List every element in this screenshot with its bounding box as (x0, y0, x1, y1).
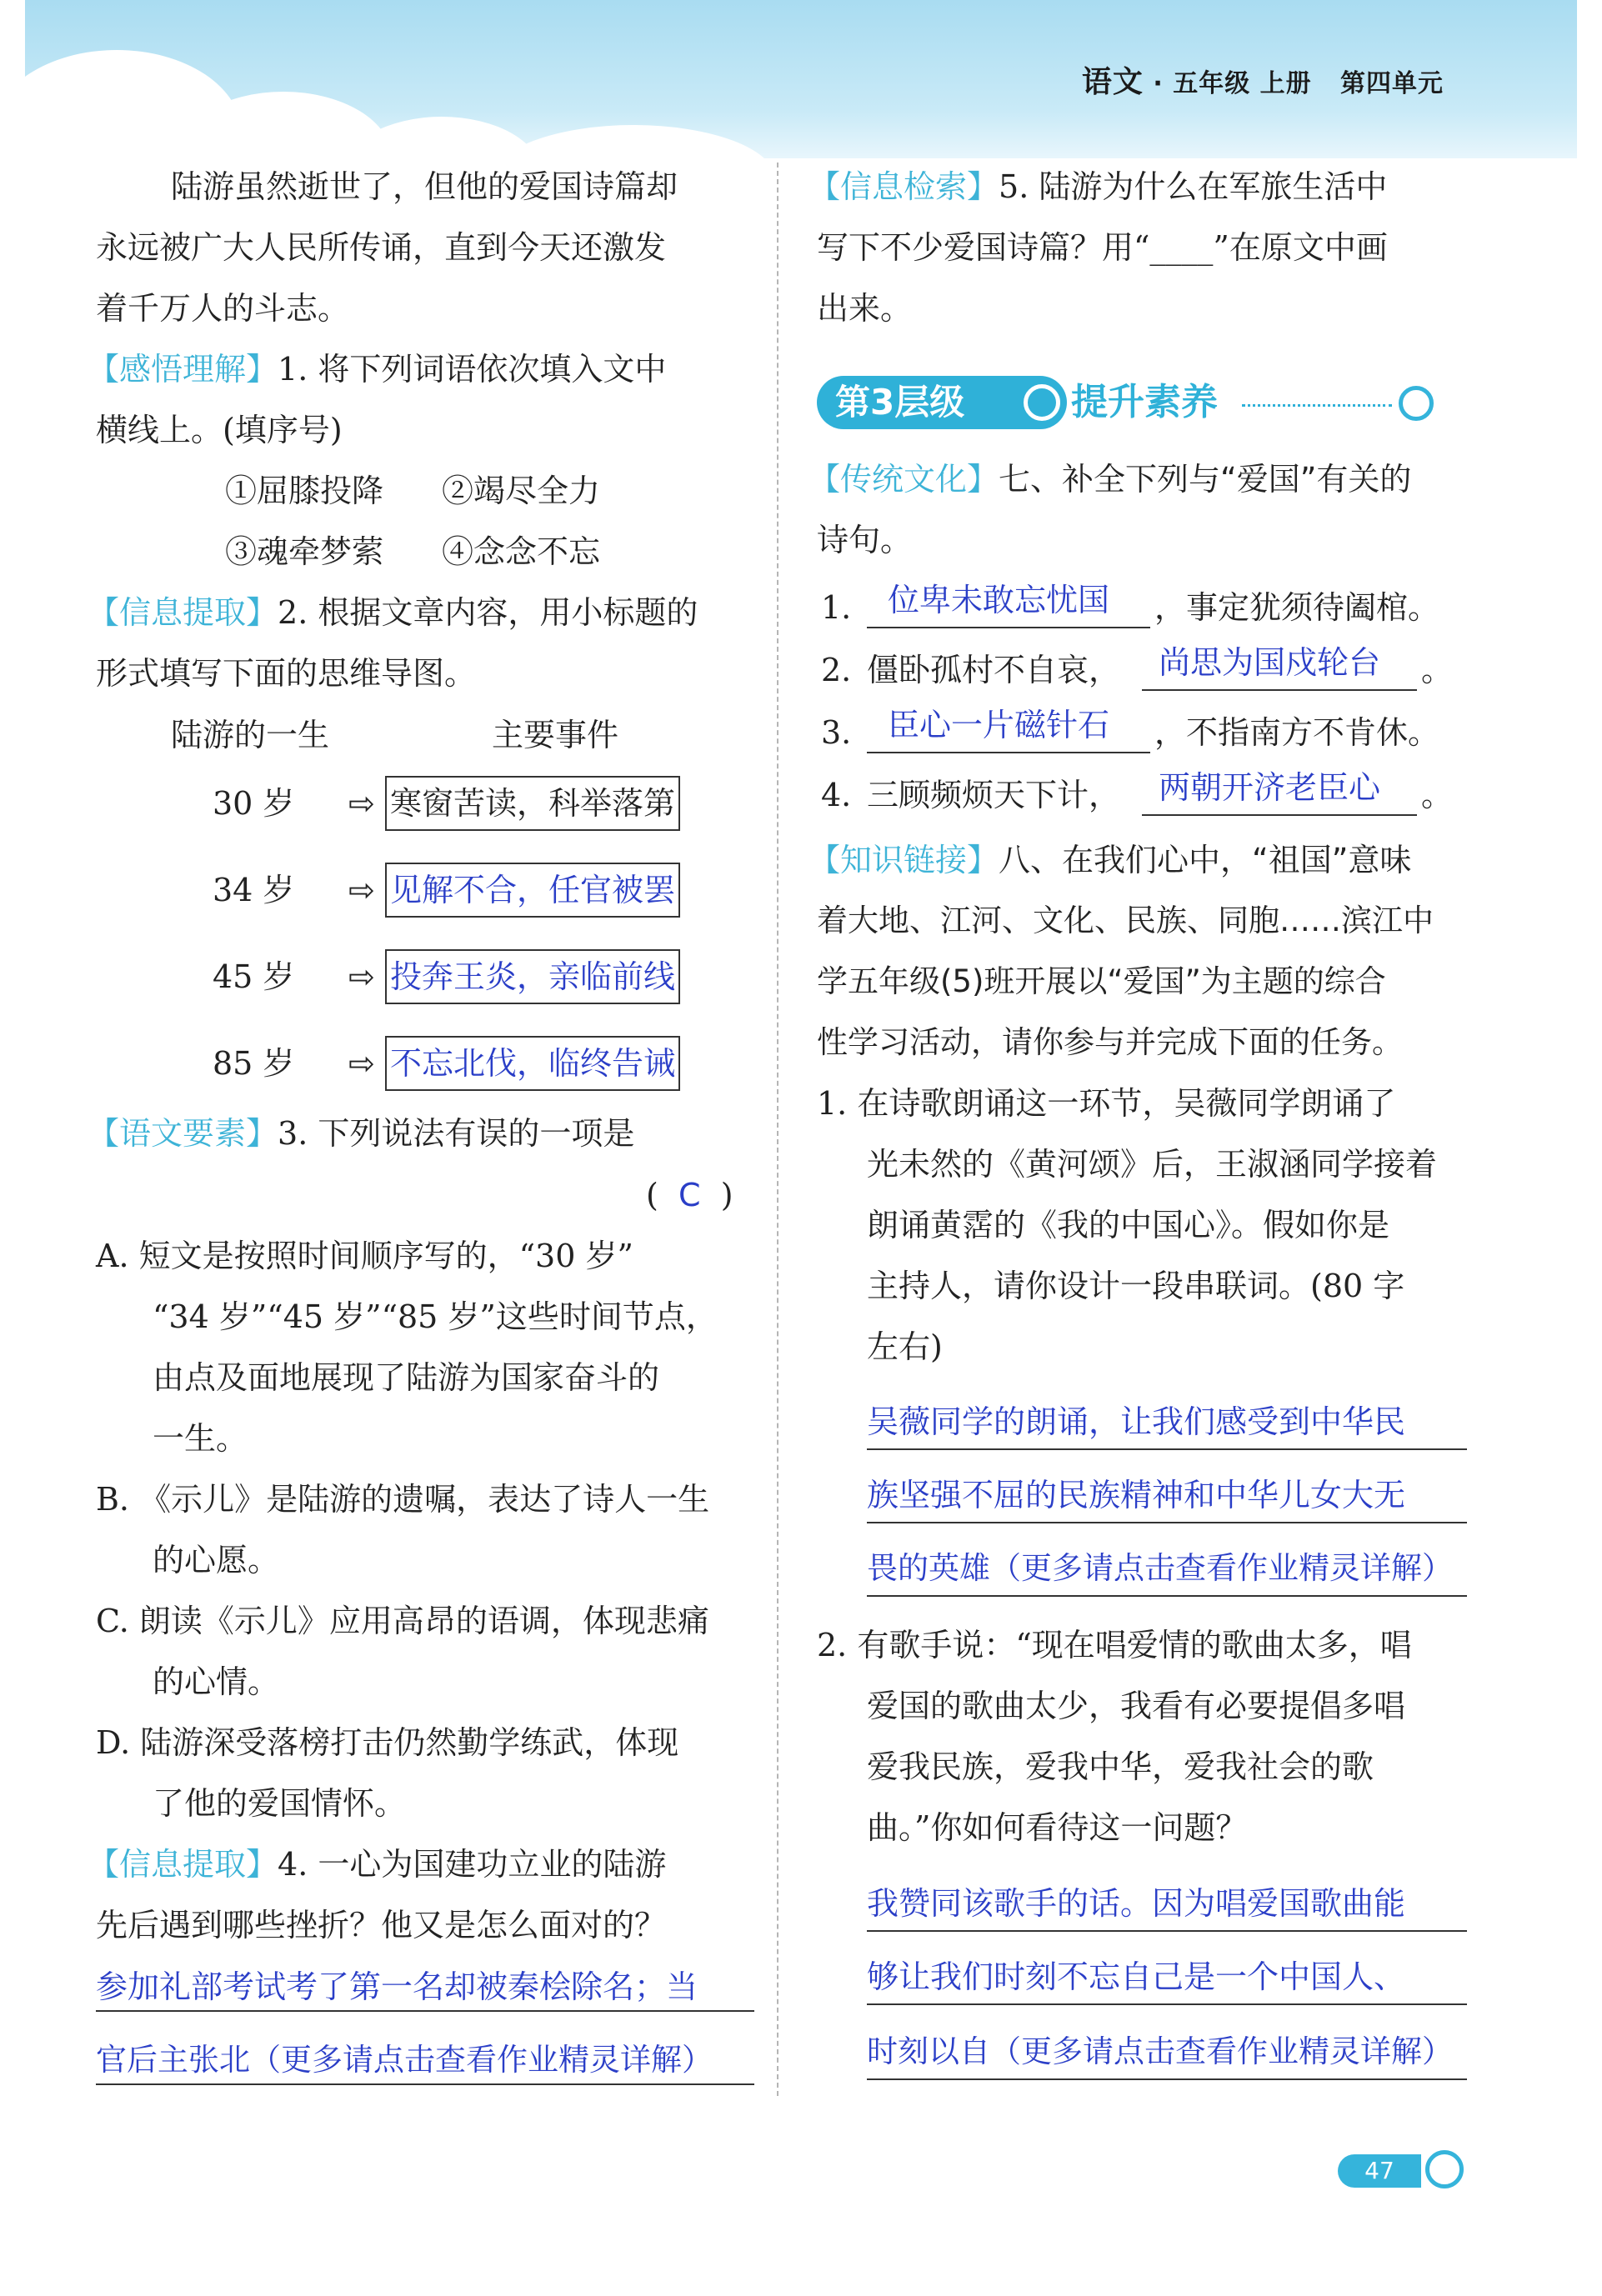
option-a: “34 岁”“45 岁”“85 岁”这些时间节点， (153, 1298, 718, 1335)
passage-line: 永远被广大人民所传诵，直到今天还激发 (96, 229, 667, 266)
page-number: 47 (1338, 2154, 1421, 2188)
poem-text: 。 (1421, 652, 1454, 688)
poem-num: 3. (821, 714, 852, 751)
poem-answer: 位卑未敢忘忧国 (888, 582, 1110, 618)
cloud-decoration (492, 125, 775, 158)
arrow-icon: ⇨ (348, 785, 375, 822)
q8-text: 着大地、江河、文化、民族、同胞……滨江中 (817, 903, 1434, 938)
mindmap-event: 寒窗苦读，科举落第 (385, 776, 680, 831)
option-d: D. 陆游深受落榜打击仍然勤学练武，体现 (96, 1724, 679, 1761)
passage-line: 着千万人的斗志。 (96, 290, 350, 327)
swirl-icon (1399, 386, 1434, 421)
task2-text: 曲。”你如何看待这一问题？ (867, 1809, 1248, 1846)
q1-heading: 【感悟理解】1. 将下列词语依次填入文中 (88, 351, 667, 388)
answer-line (867, 1448, 1467, 1450)
answer-line (96, 2083, 754, 2085)
q8-text: 性学习活动，请你参与并完成下面的任务。 (817, 1024, 1403, 1060)
q2-text: 形式填写下面的思维导图。 (96, 655, 477, 692)
poem-text: 。 (1421, 777, 1454, 813)
mindmap-event-answer: 不忘北伐，临终告诫 (385, 1036, 680, 1091)
arrow-icon: ⇨ (348, 1045, 375, 1082)
mindmap-age: 34 岁 (213, 872, 295, 908)
answer-line (867, 2003, 1467, 2005)
mindmap-event-answer: 见解不合，任官被罢 (385, 863, 680, 918)
mindmap-age: 85 岁 (213, 1045, 295, 1082)
q7-text: 诗句。 (817, 522, 913, 558)
task1-text: 主持人，请你设计一段串联词。(80 字 (867, 1268, 1405, 1304)
mindmap-col-header: 主要事件 (492, 717, 619, 753)
answer-line (867, 1522, 1467, 1523)
poem-answer: 臣心一片磁针石 (888, 707, 1110, 743)
level-banner (817, 371, 1450, 436)
mindmap-event-answer: 投奔王炎，亲临前线 (385, 949, 680, 1004)
answer-line (867, 1595, 1467, 1597)
answer-line (96, 2010, 754, 2012)
task1-text: 左右) (867, 1328, 943, 1365)
column-divider (777, 163, 778, 2096)
answer-line (867, 627, 1150, 628)
q5-text: 写下不少爱国诗篇？用“____”在原文中画 (817, 229, 1388, 266)
mindmap-col-header: 陆游的一生 (171, 717, 330, 753)
poem-answer: 尚思为国戍轮台 (1159, 644, 1381, 681)
q8-heading: 【知识链接】八、在我们心中，“祖国”意味 (809, 842, 1412, 878)
q4-text: 先后遇到哪些挫折？他又是怎么面对的？ (96, 1907, 667, 1943)
level-label: 第3层级 (835, 382, 965, 423)
poem-answer: 两朝开济老臣心 (1159, 769, 1381, 806)
swirl-icon (1425, 2150, 1464, 2188)
volume: 上册 (1259, 69, 1312, 98)
q1-option: ②竭尽全力 (442, 473, 601, 509)
q7-heading: 【传统文化】七、补全下列与“爱国”有关的 (809, 461, 1412, 498)
poem-text: ，不指南方不肯休。 (1154, 714, 1440, 751)
subject: 语文 (1081, 65, 1144, 99)
answer-line (1142, 814, 1417, 816)
q1-option: ④念念不忘 (442, 533, 601, 570)
poem-text: 僵卧孤村不自哀， (867, 652, 1121, 688)
header-title: 语文 · 五年级 上册 第四单元 (1081, 65, 1444, 99)
answer-line (867, 752, 1150, 753)
option-b: B. 《示儿》是陆游的遗嘱，表达了诗人一生 (96, 1481, 710, 1518)
mindmap-age: 30 岁 (213, 785, 295, 822)
q3-answer-paren: ( C ) (646, 1177, 733, 1213)
banner-dots (1242, 404, 1392, 407)
q5-text: 出来。 (817, 290, 913, 327)
task2-answer: 我赞同该歌手的话。因为唱爱国歌曲能 (867, 1885, 1406, 1922)
mindmap-age: 45 岁 (213, 958, 295, 995)
task2-text: 爱国的歌曲太少，我看有必要提倡多唱 (867, 1688, 1406, 1724)
task1-answer: 族坚强不屈的民族精神和中华儿女大无 (867, 1477, 1406, 1513)
bulb-icon (1024, 384, 1060, 421)
passage-line: 陆游虽然逝世了，但他的爱国诗篇却 (171, 168, 678, 205)
option-d: 了他的爱国情怀。 (153, 1785, 407, 1822)
poem-text: 三顾频烦天下计， (867, 777, 1121, 813)
unit: 第四单元 (1340, 69, 1444, 98)
q2-heading: 【信息提取】2. 根据文章内容，用小标题的 (88, 594, 698, 631)
grade: 五年级 (1173, 69, 1251, 98)
q5-heading: 【信息检索】5. 陆游为什么在军旅生活中 (809, 168, 1388, 205)
task1-text: 1. 在诗歌朗诵这一环节，吴薇同学朗诵了 (817, 1085, 1396, 1122)
page-header (25, 0, 1577, 158)
task1-text: 朗诵黄霑的《我的中国心》。假如你是 (867, 1207, 1390, 1243)
answer-line (1142, 689, 1417, 691)
option-c: C. 朗读《示儿》应用高昂的语调，体现悲痛 (96, 1603, 709, 1639)
q3-answer: C (678, 1177, 701, 1213)
poem-text: ，事定犹须待阖棺。 (1154, 589, 1440, 626)
option-c: 的心情。 (153, 1663, 280, 1700)
poem-num: 4. (821, 777, 852, 813)
level-title: 提升素养 (1071, 381, 1218, 423)
q4-answer: 官后主张北（更多请点击查看作业精灵详解） (96, 2042, 713, 2078)
task1-answer: 畏的英雄（更多请点击查看作业精灵详解） (867, 1550, 1453, 1586)
option-a: 一生。 (153, 1420, 248, 1457)
poem-num: 1. (821, 589, 852, 626)
task2-answer: 时刻以自（更多请点击查看作业精灵详解） (867, 2033, 1453, 2069)
q1-option: ③魂牵梦萦 (225, 533, 384, 570)
answer-line (867, 2078, 1467, 2080)
task2-text: 爱我民族，爱我中华，爱我社会的歌 (867, 1748, 1374, 1785)
poem-num: 2. (821, 652, 852, 688)
q4-answer: 参加礼部考试考了第一名却被秦桧除名；当 (96, 1968, 698, 2005)
arrow-icon: ⇨ (348, 872, 375, 908)
q1-option: ①屈膝投降 (225, 473, 384, 509)
q8-text: 学五年级(5)班开展以“爱国”为主题的综合 (817, 963, 1386, 999)
task1-text: 光未然的《黄河颂》后，王淑涵同学接着 (867, 1146, 1438, 1183)
option-a: A. 短文是按照时间顺序写的，“30 岁” (96, 1238, 633, 1274)
option-a: 由点及面地展现了陆游为国家奋斗的 (153, 1359, 660, 1396)
q1-text: 横线上。(填序号) (96, 412, 343, 448)
q3-heading: 【语文要素】3. 下列说法有误的一项是 (88, 1115, 635, 1152)
task2-text: 2. 有歌手说：“现在唱爱情的歌曲太多，唱 (817, 1627, 1412, 1663)
arrow-icon: ⇨ (348, 958, 375, 995)
option-b: 的心愿。 (153, 1542, 280, 1578)
task2-answer: 够让我们时刻不忘自己是一个中国人、 (867, 1958, 1406, 1995)
q4-heading: 【信息提取】4. 一心为国建功立业的陆游 (88, 1846, 667, 1883)
task1-answer: 吴薇同学的朗诵，让我们感受到中华民 (867, 1403, 1406, 1440)
answer-line (867, 1930, 1467, 1932)
